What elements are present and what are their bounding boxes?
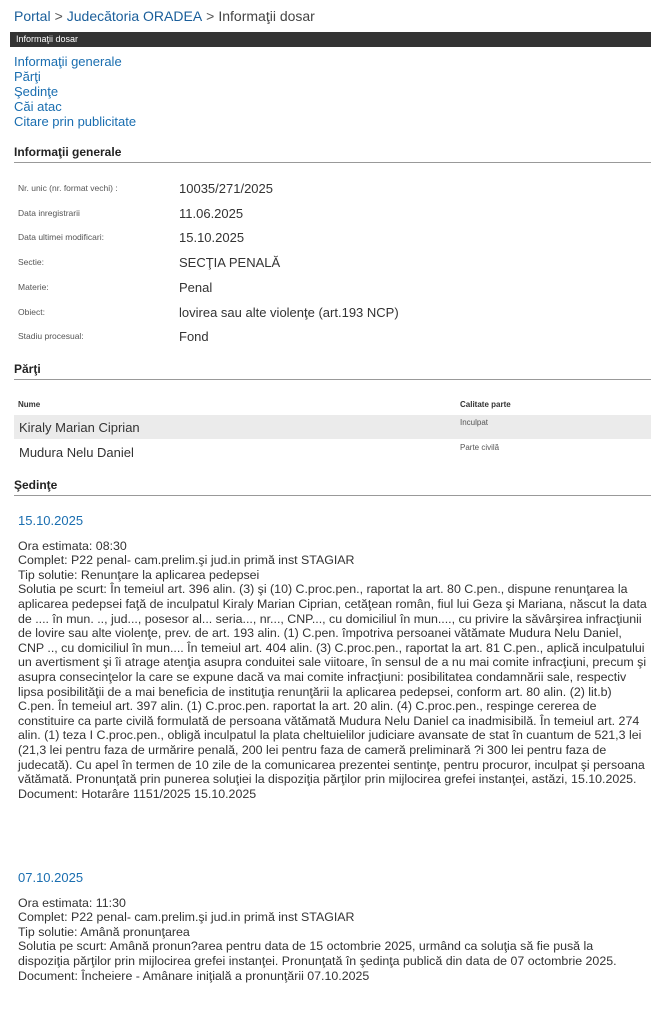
info-label: Obiect: bbox=[18, 307, 45, 317]
general-info-heading: Informaţii generale bbox=[14, 145, 651, 163]
table-row bbox=[14, 440, 651, 464]
session-solution-summary: Solutia pe scurt: În temeiul art. 396 alin. (3) şi (10) C.proc.pen., raportat la art. 80 C.pen., dispune renunţarea la aplicarea pedepsei faţă de inculpatul Kiraly Marian Ciprian, cetăţean român, fiul lui Geza şi Mariana, născut la data de .... în mun. .., jud..., posesor al... seria..., nr..., CNP..., cu domiciliul în mun...., cu privire la săvârşirea infracţiunii de lovire sau alte violenţe, prev. de art. 193 alin. (1) C.pen. împotriva persoanei vătămate Mudura Nelu Daniel, CNP .., cu domiciliul în mun.... În temeiul art. 404 alin. (3) C.proc.pen., raportat la art. 81 C.pen., aplică inculpatului un avertisment şi îi atrage atenţia asupra conduitei sale viitoare, în sensul de a nu mai comite infracţiuni, precum şi asupra consecinţelor la care se expune dacă va mai comite infracţiuni: posibilitatea condamnării sale, respectiv lipsa posibilităţii de a mai beneficia de instituţia renunţării la aplicarea pedepsei, conform art. 80 alin. (2) lit.b) C.pen. În temeiul art. 397 alin. (1) C.proc.pen. raportat la art. 20 alin. (4) C.proc.pen., respinge cererea de constituire ca parte civilă formulată de persoana vătămată Mudura Nelu Daniel ca inadmisibilă. În temeiul art. 274 alin. (1) teza I C.proc.pen., obligă inculpatul la plata cheltuielilor judiciare avansate de stat în cuantum de 521,3 lei (21,3 lei pentru faza de urmărire penală, 200 lei pentru faza de cameră preliminară ?i 300 lei pentru faza de judecată). Cu apel în termen de 10 zile de la comunicarea prezentei sentinţe, pentru procuror, inculpat şi persoana vătămată. Pronunţată prin punerea soluţiei la dispoziţia părţilor prin mijlocirea grefei instanţei, astăzi, 15.10.2025. bbox=[18, 582, 647, 787]
info-label: Data inregistrarii bbox=[18, 208, 80, 218]
info-value: 11.06.2025 bbox=[179, 206, 244, 221]
session-date: 07.10.2025 bbox=[18, 870, 84, 885]
info-value: Fond bbox=[179, 329, 209, 344]
breadcrumb bbox=[14, 8, 315, 24]
table-row bbox=[14, 415, 651, 439]
party-name: Mudura Nelu Daniel bbox=[19, 445, 134, 460]
session-entry bbox=[18, 514, 648, 801]
info-value: 10035/271/2025 bbox=[179, 181, 273, 196]
session-entry bbox=[18, 871, 648, 983]
nav-link-public-summons[interactable]: Citare prin publicitate bbox=[14, 114, 137, 129]
info-value: SECŢIA PENALĂ bbox=[179, 255, 281, 270]
nav-link-appeals[interactable]: Căi atac bbox=[14, 99, 62, 114]
info-label: Materie: bbox=[18, 282, 49, 292]
session-time: Ora estimata: 08:30 bbox=[18, 538, 127, 553]
session-solution-summary: Solutia pe scurt: Amână pronun?area pentru data de 15 octombrie 2025, urmând ca soluţia să fie pusă la dispoziţia părţilor prin mijlocirea grefei instanţei. Pronunţată în şedinţa publică din data de 07 octombrie 2025. bbox=[18, 939, 617, 968]
session-time: Ora estimata: 11:30 bbox=[18, 895, 126, 910]
session-document: Document: Încheiere - Amânare iniţială a pronunţării 07.10.2025 bbox=[18, 968, 370, 983]
nav-link-sessions[interactable]: Şedinţe bbox=[14, 84, 59, 99]
column-header-name: Nume bbox=[18, 400, 41, 409]
session-document: Document: Hotarâre 1151/2025 15.10.2025 bbox=[18, 786, 257, 801]
section-nav bbox=[14, 54, 136, 129]
sessions-heading: Şedinţe bbox=[14, 478, 651, 496]
parties-heading: Părţi bbox=[14, 362, 651, 380]
breadcrumb-separator: > bbox=[54, 8, 63, 24]
breadcrumb-court-link[interactable]: Judecătoria ORADEA bbox=[66, 8, 203, 24]
breadcrumb-portal-link[interactable]: Portal bbox=[14, 8, 51, 24]
info-value: lovirea sau alte violenţe (art.193 NCP) bbox=[179, 305, 399, 320]
info-label: Data ultimei modificari: bbox=[18, 232, 104, 242]
session-solution-type: Tip solutie: Amână pronunţarea bbox=[18, 924, 190, 939]
nav-link-parties[interactable]: Părţi bbox=[14, 69, 41, 84]
session-date: 15.10.2025 bbox=[18, 513, 84, 528]
session-panel: Complet: P22 penal- cam.prelim.şi jud.in primă inst STAGIAR bbox=[18, 910, 355, 925]
breadcrumb-separator: > bbox=[206, 8, 215, 24]
info-value: Penal bbox=[179, 280, 213, 295]
info-label: Nr. unic (nr. format vechi) : bbox=[18, 183, 118, 193]
breadcrumb-current: Informaţii dosar bbox=[218, 8, 315, 24]
nav-link-general-info[interactable]: Informaţii generale bbox=[14, 54, 122, 69]
party-role: Parte civilă bbox=[460, 443, 500, 452]
session-solution-type: Tip solutie: Renunţare la aplicarea pedepsei bbox=[18, 567, 260, 582]
info-label: Stadiu procesual: bbox=[18, 331, 84, 341]
party-role: Inculpat bbox=[460, 418, 489, 427]
info-value: 15.10.2025 bbox=[179, 230, 245, 245]
column-header-role: Calitate parte bbox=[460, 400, 511, 409]
info-label: Sectie: bbox=[18, 257, 44, 267]
page-header-bar: Informaţii dosar bbox=[10, 32, 651, 47]
party-name: Kiraly Marian Ciprian bbox=[19, 420, 140, 435]
session-panel: Complet: P22 penal- cam.prelim.şi jud.in primă inst STAGIAR bbox=[18, 553, 355, 568]
